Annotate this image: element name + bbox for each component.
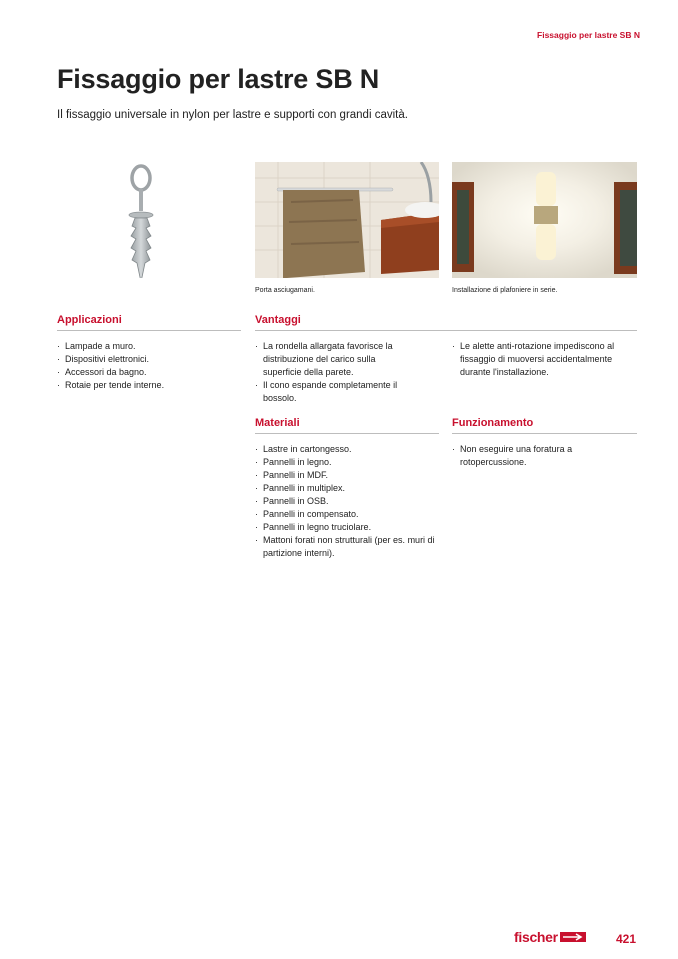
list-applicazioni	[57, 340, 241, 392]
brand-mark-icon	[560, 932, 586, 942]
divider	[255, 433, 439, 434]
list-item: · Accessori da bagno.	[57, 366, 241, 379]
list-item: · Le alette anti-rotazione impediscono al fissaggio di muoversi accidentalmente durante l'installazione.	[452, 340, 637, 379]
divider	[452, 433, 637, 434]
list-item: · Mattoni forati non strutturali (per es. muri di partizione interni).	[255, 534, 439, 560]
wall-lamp-photo	[452, 162, 637, 278]
section-heading-funzionamento: Funzionamento	[452, 417, 534, 429]
list-item: · Pannelli in multiplex.	[255, 482, 439, 495]
list-item: · Pannelli in legno truciolare.	[255, 521, 439, 534]
list-item: · Lampade a muro.	[57, 340, 241, 353]
brand-name: fischer	[514, 929, 558, 945]
list-item: · Pannelli in MDF.	[255, 469, 439, 482]
list-item: · Il cono espande completamente il bossolo.	[255, 379, 415, 405]
image-caption: Installazione di plafoniere in serie.	[452, 287, 558, 294]
list-item: · Dispositivi elettronici.	[57, 353, 241, 366]
list-item: · Pannelli in OSB.	[255, 495, 439, 508]
list-vantaggi-continued	[452, 340, 637, 379]
plug-anchor-icon	[57, 162, 241, 278]
wall-lamp-image	[452, 162, 637, 278]
towel-rail-image	[255, 162, 439, 278]
brand-logo	[514, 929, 586, 945]
list-funzionamento	[452, 443, 602, 469]
section-heading-materiali: Materiali	[255, 417, 300, 429]
list-item: · Non eseguire una foratura a rotopercussione.	[452, 443, 602, 469]
towel-rail-photo	[255, 162, 439, 278]
page-number: 421	[615, 932, 636, 946]
divider	[57, 330, 241, 331]
list-item: · Lastre in cartongesso.	[255, 443, 439, 456]
list-item: · La rondella allargata favorisce la distribuzione del carico sulla superficie della parete.	[255, 340, 415, 379]
list-item: · Rotaie per tende interne.	[57, 379, 241, 392]
section-heading-vantaggi: Vantaggi	[255, 314, 301, 326]
product-image	[57, 162, 241, 278]
list-item: · Pannelli in legno.	[255, 456, 439, 469]
running-header: Fissaggio per lastre SB N	[537, 30, 640, 40]
list-materiali	[255, 443, 439, 560]
page-subtitle: Il fissaggio universale in nylon per lastre e supporti con grandi cavità.	[57, 109, 408, 121]
list-item: · Pannelli in compensato.	[255, 508, 439, 521]
section-heading-applicazioni: Applicazioni	[57, 314, 122, 326]
image-caption: Porta asciugamani.	[255, 287, 315, 294]
list-vantaggi	[255, 340, 415, 405]
page-title: Fissaggio per lastre SB N	[57, 64, 380, 94]
divider	[255, 330, 637, 331]
